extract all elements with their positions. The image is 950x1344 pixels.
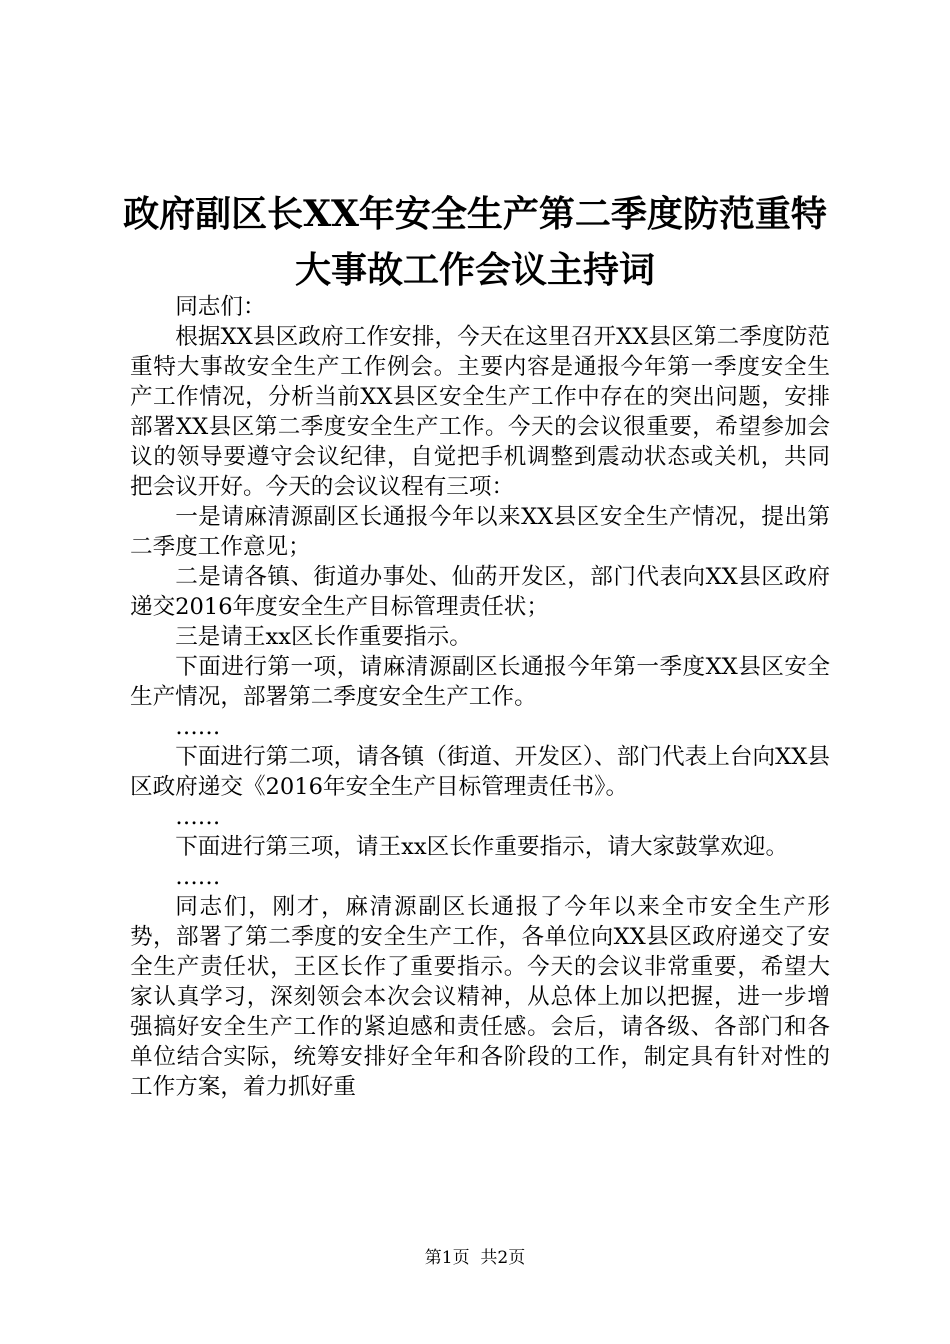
- ellipsis: ……: [175, 864, 221, 890]
- paragraph: 下面进行第三项，请王xx区长作重要指示，请大家鼓掌欢迎。: [175, 834, 789, 860]
- ellipsis: ……: [175, 714, 221, 740]
- document-title-line-2: 大事故工作会议主持词: [294, 249, 655, 291]
- document-body: [130, 292, 830, 1102]
- paragraph: 同志们，刚才，麻清源副区长通报了今年以来全市安全生产形势，部署了第二季度的安全生产工作，各单位向XX县区政府递交了安全生产责任状，王区长作了重要指示。今天的会议非常重要，希望大家认真学习，深刻领会本次会议精神，从总体上加以把握，进一步增强搞好安全生产工作的紧迫感和责任感。会后，请各级、各部门和各单位结合实际，统筹安排好全年和各阶段的工作，制定具有针对性的工作方案，着力抓好重: [130, 894, 830, 1100]
- document-title-line-1: 政府副区长XX年安全生产第二季度防范重特: [123, 193, 827, 235]
- paragraph: 二是请各镇、街道办事处、仙菂开发区，部门代表向XX县区政府递交2016年度安全生产目标管理责任状；: [130, 564, 830, 620]
- paragraph: 三是请王xx区长作重要指示。: [175, 624, 472, 650]
- ellipsis: ……: [175, 804, 221, 830]
- page-footer: 第1页 共2页: [424, 1248, 526, 1268]
- salutation: 同志们：: [175, 294, 266, 320]
- paragraph: 下面进行第二项，请各镇（街道、开发区）、部门代表上台向XX县区政府递交《2016年安全生产目标管理责任书》。: [130, 744, 830, 800]
- paragraph: 下面进行第一项，请麻清源副区长通报今年第一季度XX县区安全生产情况，部署第二季度安全生产工作。: [130, 654, 830, 710]
- paragraph: 一是请麻清源副区长通报今年以来XX县区安全生产情况，提出第二季度工作意见；: [130, 504, 830, 560]
- paragraph: 根据XX县区政府工作安排，今天在这里召开XX县区第二季度防范重特大事故安全生产工作例会。主要内容是通报今年第一季度安全生产工作情况，分析当前XX县区安全生产工作中存在的突出问题，安排部署XX县区第二季度安全生产工作。今天的会议很重要，希望参加会议的领导要遵守会议纪律，自觉把手机调整到震动状态或关机，共同把会议开好。今天的会议议程有三项：: [130, 324, 830, 500]
